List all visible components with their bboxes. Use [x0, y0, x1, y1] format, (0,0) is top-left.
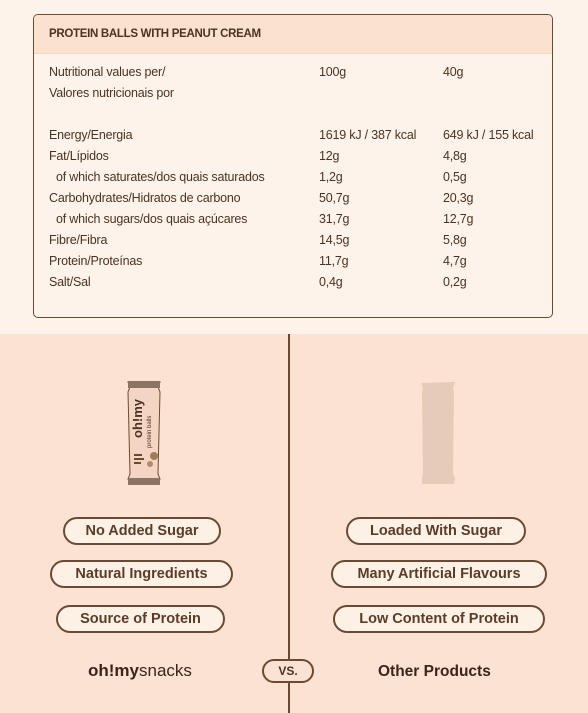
table-row: [49, 128, 546, 148]
nutrient-label: Protein/Proteínas: [49, 254, 143, 268]
pill-source-of-protein: Source of Protein: [56, 605, 225, 633]
value-40g: 5,8g: [443, 233, 467, 247]
comparison-section: [0, 334, 588, 713]
brand-logo-bold: oh!my: [88, 661, 139, 680]
ohmysnacks-logo: [88, 661, 192, 681]
value-40g: 4,8g: [443, 149, 467, 163]
table-row: [49, 254, 546, 274]
pill-low-content-of-protein: Low Content of Protein: [333, 605, 545, 633]
other-products-label: Other Products: [378, 663, 491, 680]
value-40g: 649 kJ / 155 kcal: [443, 128, 534, 142]
product-logo-text: oh!my: [130, 399, 145, 438]
table-row: [49, 233, 546, 253]
nutrient-label: Carbohydrates/Hidratos de carbono: [49, 191, 241, 205]
other-product-image: [416, 378, 460, 488]
table-row: [49, 149, 546, 169]
pill-no-added-sugar: No Added Sugar: [63, 517, 221, 545]
value-100g: 1619 kJ / 387 kcal: [319, 128, 417, 142]
value-100g: 0,4g: [319, 275, 343, 289]
table-row: [49, 191, 546, 211]
pill-natural-ingredients: Natural Ingredients: [50, 560, 233, 588]
value-40g: 0,5g: [443, 170, 467, 184]
brand-logo-light: snacks: [139, 661, 192, 680]
nutrient-label: Salt/Sal: [49, 275, 91, 289]
header-col-100g: 100g: [319, 65, 347, 79]
vs-badge: VS.: [262, 659, 314, 683]
comparison-divider: [288, 334, 290, 713]
table-row: [49, 170, 546, 190]
value-100g: 31,7g: [319, 212, 350, 226]
value-40g: 12,7g: [443, 212, 474, 226]
nutrient-label: Fibre/Fibra: [49, 233, 108, 247]
product-sub-text: protein balls: [147, 415, 153, 448]
nutrient-label: of which saturates/dos quais saturados: [56, 170, 265, 184]
value-100g: 12g: [319, 149, 340, 163]
nutrition-header-row: [49, 65, 546, 85]
header-col-40g: 40g: [443, 65, 464, 79]
nutrition-title: PROTEIN BALLS WITH PEANUT CREAM: [34, 15, 552, 54]
nutrient-label: Fat/Lípidos: [49, 149, 109, 163]
nutrient-label: Energy/Energia: [49, 128, 133, 142]
table-row: [49, 212, 546, 232]
value-40g: 4,7g: [443, 254, 467, 268]
value-40g: 0,2g: [443, 275, 467, 289]
nutrition-table: [33, 14, 553, 318]
value-100g: 1,2g: [319, 170, 343, 184]
pill-loaded-with-sugar: Loaded With Sugar: [346, 517, 526, 545]
value-100g: 14,5g: [319, 233, 350, 247]
header-label-line1: Nutritional values per/: [49, 65, 166, 79]
nutrient-label: of which sugars/dos quais açúcares: [56, 212, 248, 226]
table-row: [49, 275, 546, 295]
nutrition-header-row-2: [49, 86, 546, 106]
ohmy-product-image: [122, 378, 166, 488]
header-label-line2: Valores nutricionais por: [49, 86, 174, 100]
value-100g: 11,7g: [319, 254, 349, 268]
value-100g: 50,7g: [319, 191, 350, 205]
pill-many-artificial-flavours: Many Artificial Flavours: [331, 560, 547, 588]
value-40g: 20,3g: [443, 191, 474, 205]
